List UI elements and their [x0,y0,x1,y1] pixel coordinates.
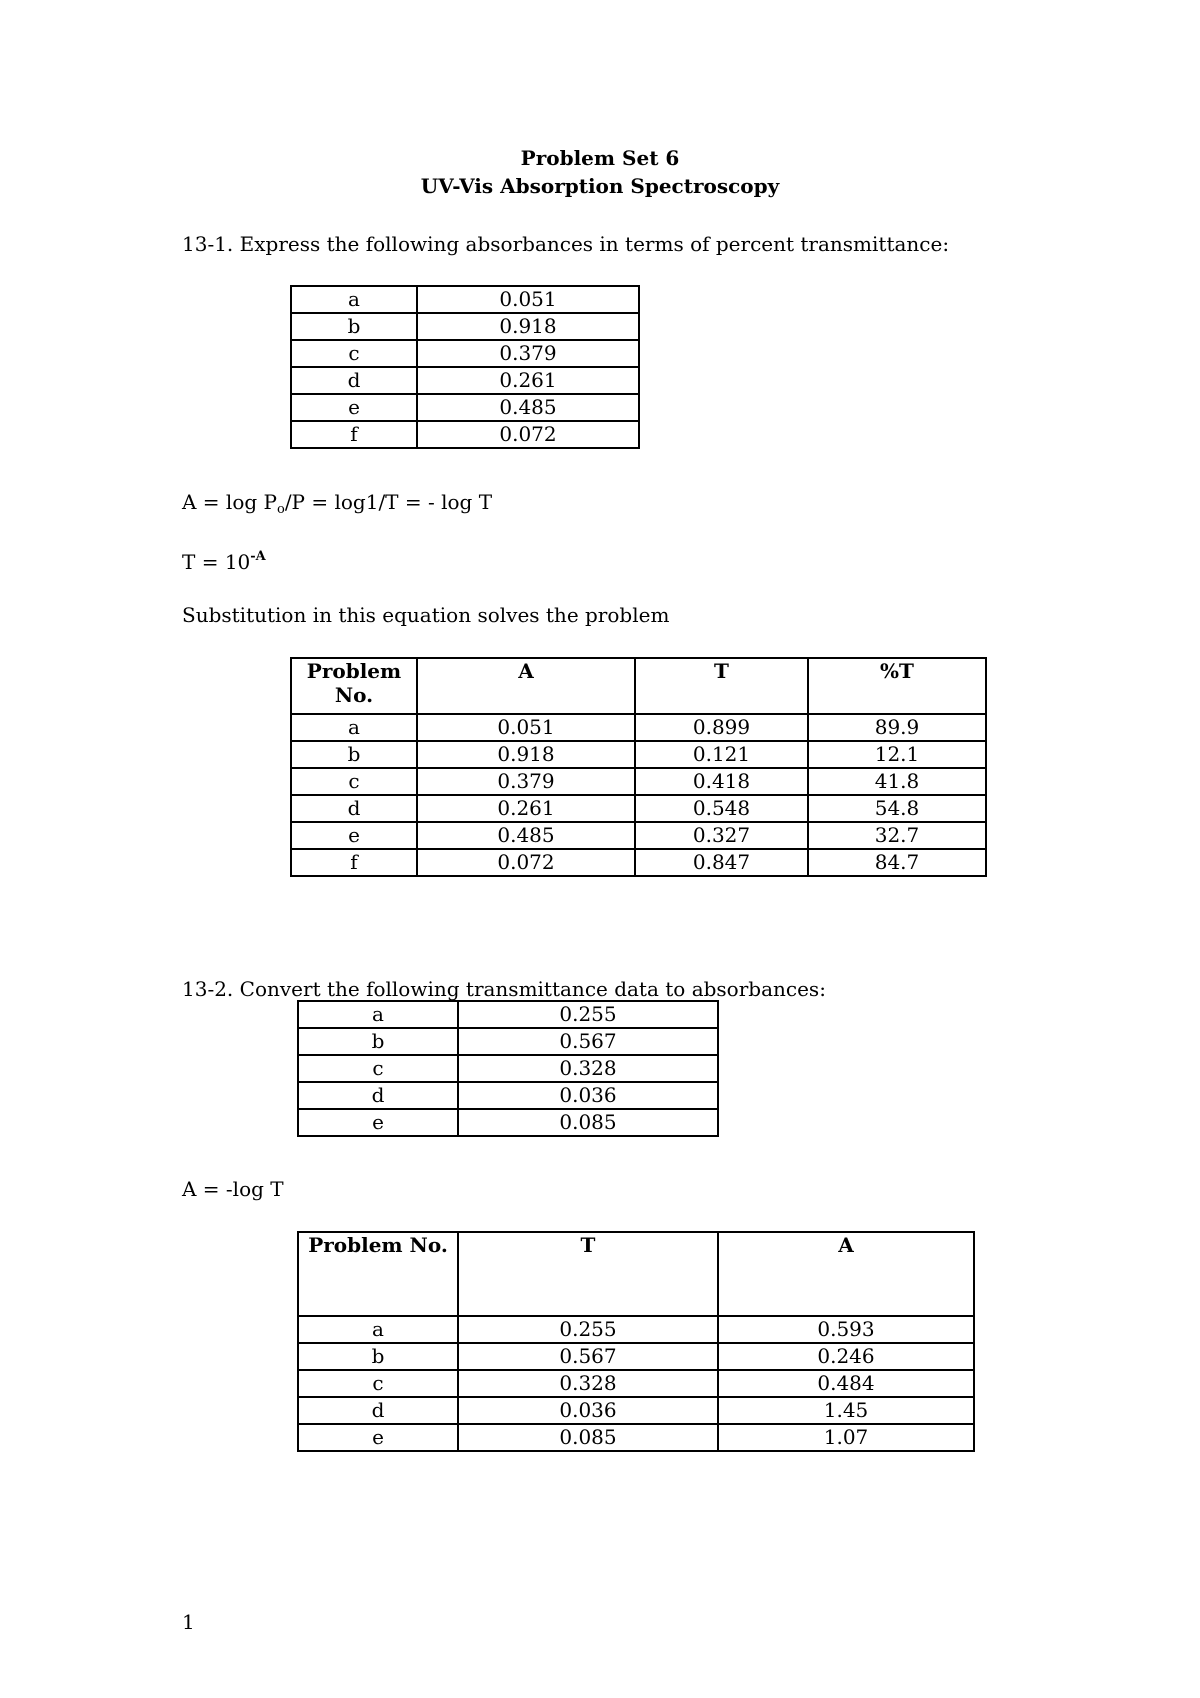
absorbance-value: 0.261 [417,367,639,394]
table-row [298,1055,718,1082]
row-label: d [291,367,417,394]
row-label: a [291,714,417,741]
table-row [298,1424,974,1451]
percent-transmittance-cell: 41.8 [808,768,986,795]
transmittance-cell: 0.847 [635,849,808,876]
header-problem-no: Problem No. [298,1232,458,1316]
transmittance-value: 0.036 [458,1082,718,1109]
header-transmittance: T [458,1232,718,1316]
transmittance-cell: 0.255 [458,1316,718,1343]
table-row [291,313,639,340]
absorbance-cell: 0.246 [718,1343,974,1370]
substitution-note: Substitution in this equation solves the problem [182,603,670,627]
row-label: d [298,1397,458,1424]
percent-transmittance-cell: 89.9 [808,714,986,741]
table-row [291,849,986,876]
transmittance-cell: 0.418 [635,768,808,795]
document-header [0,144,1200,200]
absorbance-cell: 0.051 [417,714,635,741]
row-label: e [291,394,417,421]
table-row [298,1028,718,1055]
transmittance-cell: 0.327 [635,822,808,849]
row-label: b [291,741,417,768]
absorbance-value: 0.072 [417,421,639,448]
table-row [291,286,639,313]
table-row [291,795,986,822]
problem-13-2-answer-table [297,1231,975,1452]
table-row [298,1082,718,1109]
absorbance-cell: 0.261 [417,795,635,822]
table-row [298,1316,974,1343]
table-row [298,1370,974,1397]
equation-subscript: o [276,502,285,517]
header-problem-no: Problem No. [291,658,417,714]
absorbance-cell: 0.593 [718,1316,974,1343]
equation-transmittance [182,545,266,574]
transmittance-cell: 0.036 [458,1397,718,1424]
table-row [298,1343,974,1370]
absorbance-value: 0.379 [417,340,639,367]
row-label: a [291,286,417,313]
page-subtitle: UV-Vis Absorption Spectroscopy [420,174,780,198]
absorbance-cell: 1.45 [718,1397,974,1424]
equation-exponent: -A [250,549,266,564]
row-label: b [298,1028,458,1055]
equation-absorbance-from-t: A = -log T [182,1177,284,1201]
problem-13-2-prompt: 13-2. Convert the following transmittance data to absorbances: [182,977,826,1001]
equation-absorbance-part2: /P = log1/T = - log T [284,490,493,514]
transmittance-value: 0.255 [458,1001,718,1028]
percent-transmittance-cell: 12.1 [808,741,986,768]
absorbance-cell: 0.485 [417,822,635,849]
absorbance-cell: 0.072 [417,849,635,876]
table-row [291,394,639,421]
table-row [291,340,639,367]
row-label: c [291,340,417,367]
absorbance-value: 0.485 [417,394,639,421]
absorbance-cell: 0.918 [417,741,635,768]
page-number: 1 [182,1610,195,1634]
absorbance-cell: 0.484 [718,1370,974,1397]
row-label: e [298,1424,458,1451]
transmittance-cell: 0.121 [635,741,808,768]
table-row [291,367,639,394]
absorbance-value: 0.918 [417,313,639,340]
header-absorbance: A [417,658,635,714]
row-label: a [298,1001,458,1028]
row-label: f [291,421,417,448]
transmittance-value: 0.567 [458,1028,718,1055]
absorbance-cell: 0.379 [417,768,635,795]
table-row [298,1109,718,1136]
percent-transmittance-cell: 32.7 [808,822,986,849]
row-label: c [298,1055,458,1082]
problem-13-1-prompt: 13-1. Express the following absorbances in terms of percent transmittance: [182,232,950,256]
header-transmittance: T [635,658,808,714]
row-label: e [291,822,417,849]
transmittance-value: 0.328 [458,1055,718,1082]
row-label: d [298,1082,458,1109]
equation-transmittance-base: T = 10 [182,550,251,574]
row-label: a [298,1316,458,1343]
row-label: c [291,768,417,795]
absorbance-value: 0.051 [417,286,639,313]
table-row [291,714,986,741]
row-label: d [291,795,417,822]
percent-transmittance-cell: 84.7 [808,849,986,876]
transmittance-cell: 0.328 [458,1370,718,1397]
table-row [291,822,986,849]
table-row [291,741,986,768]
row-label: f [291,849,417,876]
equation-absorbance [182,490,492,522]
percent-transmittance-cell: 54.8 [808,795,986,822]
table-row [291,768,986,795]
row-label: c [298,1370,458,1397]
table-row [291,421,639,448]
absorbance-cell: 1.07 [718,1424,974,1451]
header-absorbance: A [718,1232,974,1316]
equation-absorbance-part1: A = log P [182,490,277,514]
table-row [298,1001,718,1028]
header-percent-transmittance: %T [808,658,986,714]
problem-13-1-given-table [290,285,640,449]
transmittance-cell: 0.085 [458,1424,718,1451]
row-label: e [298,1109,458,1136]
transmittance-value: 0.085 [458,1109,718,1136]
row-label: b [298,1343,458,1370]
row-label: b [291,313,417,340]
page-title: Problem Set 6 [520,146,680,170]
transmittance-cell: 0.567 [458,1343,718,1370]
transmittance-cell: 0.899 [635,714,808,741]
problem-13-2-given-table [297,1000,719,1137]
table-row [298,1397,974,1424]
problem-13-1-answer-table [290,657,987,877]
transmittance-cell: 0.548 [635,795,808,822]
